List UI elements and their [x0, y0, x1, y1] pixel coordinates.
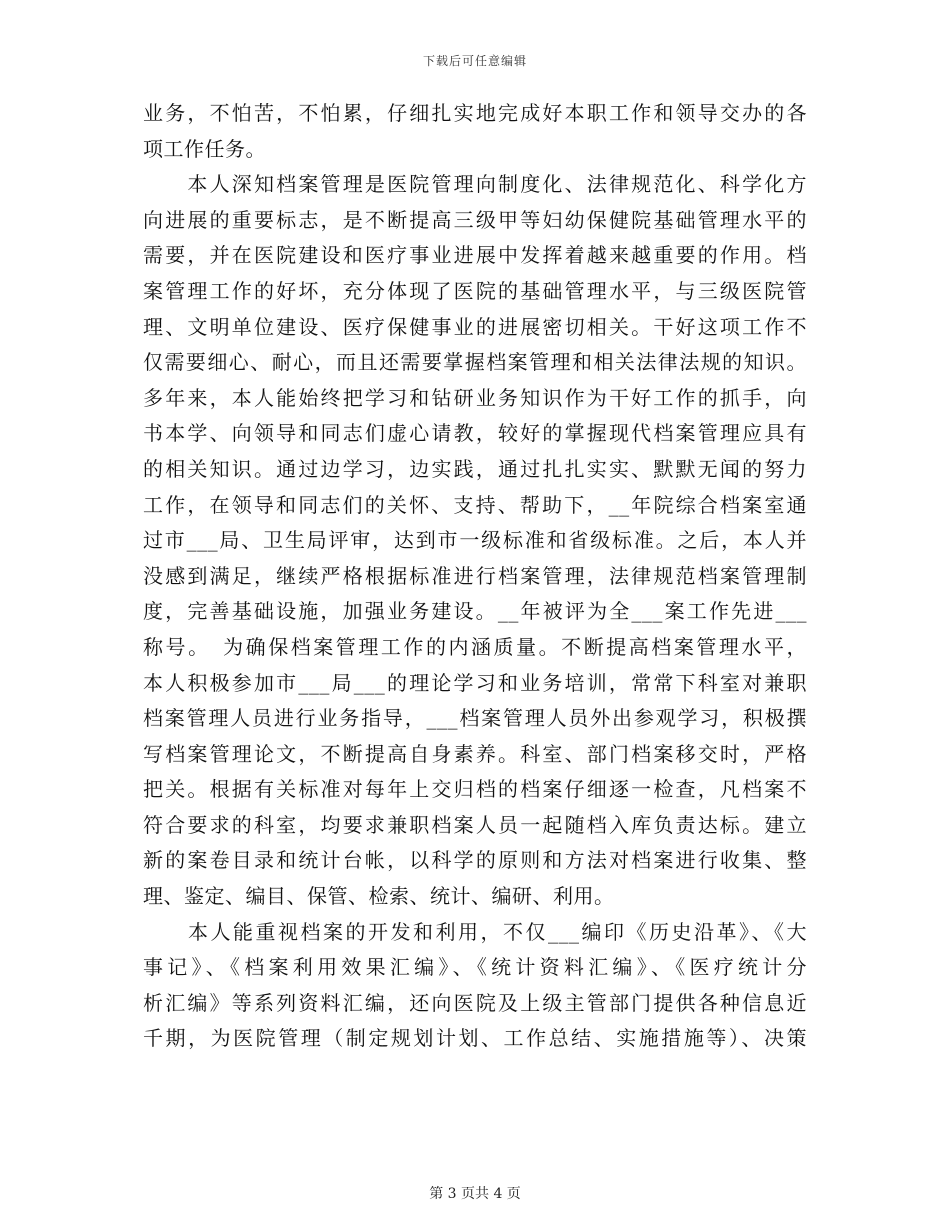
text-line: 没感到满足，继续严格根据标准进行档案管理，法律规范档案管理制 [143, 563, 807, 588]
text-line: 称号。 为确保档案管理工作的内涵质量。不断提高档案管理水平， [143, 634, 807, 659]
text-line: 仅需要细心、耐心，而且还需要掌握档案管理和相关法律法规的知识。 [143, 350, 807, 375]
text-line: 的相关知识。通过边学习，边实践，通过扎扎实实、默默无闻的努力 [143, 456, 807, 481]
text-line: 理、鉴定、编目、保管、检索、统计、编研、利用。 [143, 884, 615, 909]
text-line: 多年来，本人能始终把学习和钻研业务知识作为干好工作的抓手，向 [143, 385, 807, 410]
text-line: 需要，并在医院建设和医疗事业进展中发挥着越来越重要的作用。档 [143, 243, 807, 268]
text-line: 过市___局、卫生局评审，达到市一级标准和省级标准。之后，本人并 [143, 528, 807, 553]
text-line: 书本学、向领导和同志们虚心请教，较好的掌握现代档案管理应具有 [143, 421, 807, 446]
text-line: 千期，为医院管理（制定规划计划、工作总结、实施措施等）、决策 [143, 1026, 807, 1051]
text-line: 本人能重视档案的开发和利用，不仅___编印《历史沿革》、《大 [143, 919, 807, 944]
text-line: 析汇编》等系列资料汇编，还向医院及上级主管部门提供各种信息近 [143, 990, 807, 1015]
text-line: 本人深知档案管理是医院管理向制度化、法律规范化、科学化方 [143, 172, 807, 197]
text-line: 写档案管理论文，不断提高自身素养。科室、部门档案移交时，严格 [143, 741, 807, 766]
text-line: 档案管理人员进行业务指导，___档案管理人员外出参观学习，积极撰 [143, 706, 807, 731]
text-line: 度，完善基础设施，加强业务建设。__年被评为全___案工作先进___ [143, 599, 807, 624]
text-line: 向进展的重要标志，是不断提高三级甲等妇幼保健院基础管理水平的 [143, 207, 807, 232]
text-line: 新的案卷目录和统计台帐，以科学的原则和方法对档案进行收集、整 [143, 848, 807, 873]
document-body [143, 96, 807, 1057]
text-line: 理、文明单位建设、医疗保健事业的进展密切相关。干好这项工作不 [143, 314, 807, 339]
text-line: 本人积极参加市___局___的理论学习和业务培训，常常下科室对兼职 [143, 670, 807, 695]
text-line: 把关。根据有关标准对每年上交归档的档案仔细逐一检查，凡档案不 [143, 777, 807, 802]
text-line: 案管理工作的好坏，充分体现了医院的基础管理水平，与三级医院管 [143, 278, 807, 303]
text-line: 项工作任务。 [143, 136, 266, 161]
page-header: 下载后可任意编辑 [422, 54, 527, 68]
text-line: 符合要求的科室，均要求兼职档案人员一起随档入库负责达标。建立 [143, 812, 807, 837]
text-line: 业务，不怕苦，不怕累，仔细扎实地完成好本职工作和领导交办的各 [143, 101, 807, 125]
text-line: 事记》、《档案利用效果汇编》、《统计资料汇编》、《医疗统计分 [143, 955, 807, 980]
text-line: 工作，在领导和同志们的关怀、支持、帮助下，__年院综合档案室通 [143, 492, 807, 517]
page-footer: 第 3 页共 4 页 [429, 1186, 521, 1202]
